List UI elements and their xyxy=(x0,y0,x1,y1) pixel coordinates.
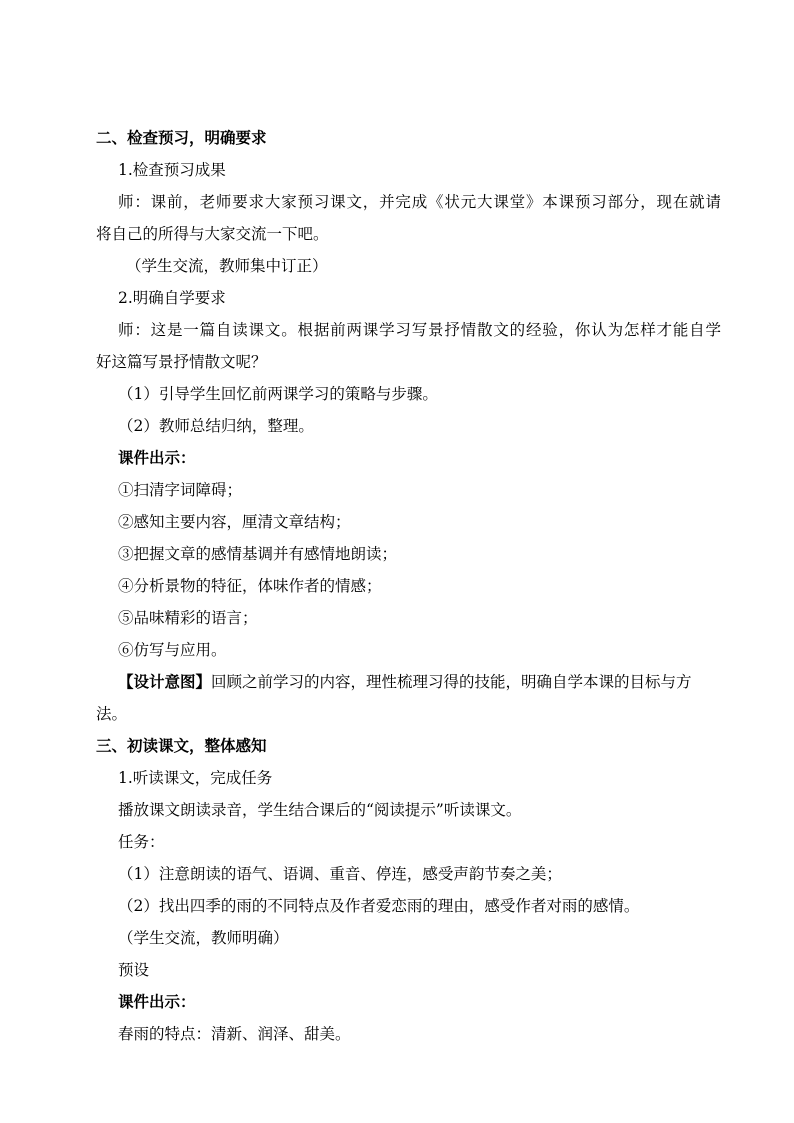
courseware-label: 课件出示： xyxy=(118,992,196,1011)
design-intent-line xyxy=(118,672,721,692)
paragraph-line: 法。 xyxy=(96,705,128,723)
paragraph-line: 师：这是一篇自读课文。根据前两课学习写景抒情散文的经验，你认为怎样才能自学 xyxy=(118,321,721,339)
task-label: 任务： xyxy=(118,833,165,851)
section-heading-3: 三、初读课文，整体感知 xyxy=(96,736,267,755)
courseware-label: 课件出示： xyxy=(118,448,196,467)
step-line: （2）教师总结归纳，整理。 xyxy=(118,417,314,435)
list-item: ③把握文章的感情基调并有感情地朗读； xyxy=(118,545,398,563)
list-item: ⑥仿写与应用。 xyxy=(118,641,227,659)
list-item: ①扫清字词障碍； xyxy=(118,481,243,499)
subheading-self-study: 2.明确自学要求 xyxy=(118,289,226,307)
preset-label: 预设 xyxy=(118,961,150,979)
design-intent-label: 【设计意图】 xyxy=(118,672,212,691)
task-line: （1）注意朗读的语气、语调、重音、停连，感受声韵节奏之美； xyxy=(118,865,562,883)
design-intent-text: 回顾之前学习的内容，理性梳理习得的技能，明确自学本课的目标与方 xyxy=(211,673,692,691)
subheading-listen-read: 1.听读课文，完成任务 xyxy=(118,769,273,787)
task-line: （2）找出四季的雨的不同特点及作者爱恋雨的理由，感受作者对雨的感情。 xyxy=(118,897,640,915)
note-line: （学生交流，教师明确） xyxy=(118,929,289,947)
list-item: ⑤品味精彩的语言； xyxy=(118,609,258,627)
paragraph-line: 播放课文朗读录音，学生结合课后的“阅读提示”听读课文。 xyxy=(118,801,522,819)
paragraph-line: 好这篇写景抒情散文呢？ xyxy=(96,353,267,371)
paragraph-line: 春雨的特点：清新、润泽、甜美。 xyxy=(118,1025,351,1043)
list-item: ②感知主要内容，厘清文章结构； xyxy=(118,513,351,531)
note-line: （学生交流，教师集中订正） xyxy=(126,257,328,275)
subheading-check-preview: 1.检查预习成果 xyxy=(118,161,226,179)
step-line: （1）引导学生回忆前两课学习的策略与步骤。 xyxy=(118,385,438,403)
list-item: ④分析景物的特征，体味作者的情感； xyxy=(118,577,382,595)
paragraph-line: 师：课前，老师要求大家预习课文，并完成《状元大课堂》本课预习部分，现在就请 xyxy=(118,193,721,211)
section-heading-2: 二、检查预习，明确要求 xyxy=(96,128,267,147)
paragraph-line: 将自己的所得与大家交流一下吧。 xyxy=(96,225,329,243)
